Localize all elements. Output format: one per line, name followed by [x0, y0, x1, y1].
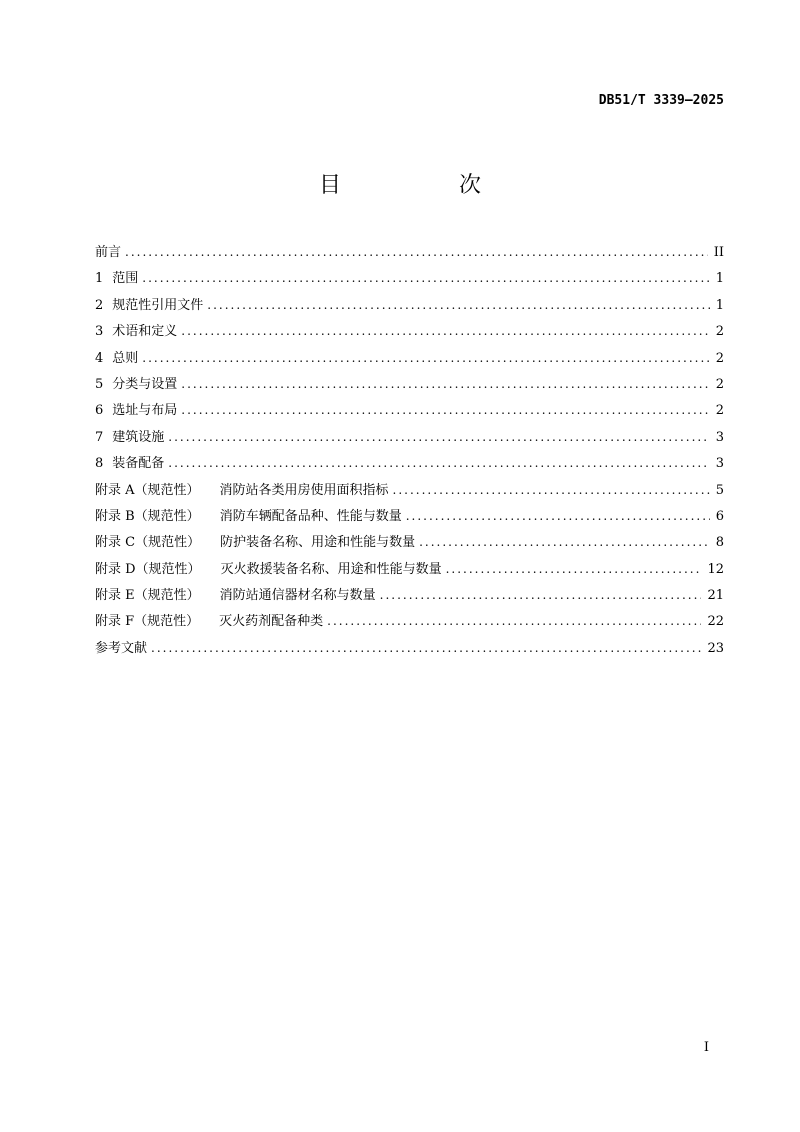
toc-entry-scope[interactable]: [95, 265, 724, 291]
toc-entry-classification[interactable]: [95, 371, 724, 397]
toc-entry-page: 23: [707, 640, 724, 656]
toc-entry-page: 2: [715, 324, 724, 340]
toc-entry-bibliography[interactable]: [95, 635, 724, 661]
toc-entry-subtitle: 消防站各类用房使用面积指标: [219, 482, 389, 498]
toc-title: 目 次: [318, 173, 529, 198]
toc-entry-page: 3: [715, 456, 724, 472]
toc-entry-label: 附录 A（规范性）: [95, 482, 200, 498]
dot-leader: [419, 529, 710, 555]
table-of-contents: [95, 239, 724, 661]
dot-leader: [380, 582, 702, 608]
dot-leader: [406, 503, 710, 529]
toc-entry-general[interactable]: [95, 345, 724, 371]
toc-entry-page: 6: [715, 508, 724, 524]
toc-entry-page: 21: [707, 588, 724, 604]
document-code: DB51/T 3339—2025: [598, 93, 724, 108]
toc-entry-appendix-a[interactable]: [95, 477, 724, 503]
toc-entry-page: 2: [715, 403, 724, 419]
toc-entry-label: 附录 C（规范性）: [95, 535, 201, 551]
toc-entry-appendix-c[interactable]: [95, 529, 724, 555]
toc-entry-label: 附录 F（规范性）: [95, 614, 200, 630]
toc-entry-page: 2: [715, 376, 724, 392]
dot-leader: [181, 397, 709, 423]
toc-entry-label: 附录 B（规范性）: [95, 508, 200, 524]
toc-entry-number: 8: [95, 456, 104, 472]
toc-entry-number: 1: [95, 271, 104, 287]
toc-entry-subtitle: 防护装备名称、用途和性能与数量: [220, 535, 416, 551]
toc-entry-number: 6: [95, 403, 104, 419]
toc-entry-page: II: [713, 245, 724, 260]
toc-entry-subtitle: 消防车辆配备品种、性能与数量: [219, 508, 402, 524]
page-number: I: [703, 1040, 709, 1055]
dot-leader: [142, 265, 709, 291]
toc-entry-subtitle: 消防站通信器材名称与数量: [219, 588, 376, 604]
toc-entry-number: 3: [95, 324, 104, 340]
toc-entry-page: 1: [715, 297, 724, 313]
toc-entry-equipment[interactable]: [95, 450, 724, 476]
toc-entry-number: 7: [95, 429, 104, 445]
toc-entry-page: 12: [707, 561, 724, 577]
toc-entry-page: 8: [715, 535, 724, 551]
dot-leader: [125, 239, 708, 265]
toc-entry-page: 5: [715, 482, 724, 498]
toc-entry-number: 4: [95, 350, 104, 366]
toc-entry-appendix-b[interactable]: [95, 503, 724, 529]
dot-leader: [168, 424, 709, 450]
toc-entry-page: 3: [715, 429, 724, 445]
toc-entry-label: 选址与布局: [112, 403, 178, 419]
toc-entry-label: 术语和定义: [112, 324, 178, 340]
toc-entry-label: 范围: [112, 271, 139, 287]
toc-entry-foreword[interactable]: [95, 239, 724, 265]
toc-entry-label: 附录 D（规范性）: [95, 561, 201, 577]
toc-entry-label: 建筑设施: [112, 429, 165, 445]
toc-entry-label: 装备配备: [112, 456, 165, 472]
toc-entry-label: 参考文献: [95, 640, 148, 656]
toc-entry-label: 总则: [112, 350, 139, 366]
toc-entry-site-layout[interactable]: [95, 397, 724, 423]
toc-entry-subtitle: 灭火救援装备名称、用途和性能与数量: [220, 561, 442, 577]
toc-entry-label: 规范性引用文件: [112, 297, 204, 313]
toc-entry-normative-references[interactable]: [95, 292, 724, 318]
toc-entry-appendix-f[interactable]: [95, 608, 724, 634]
dot-leader: [151, 635, 701, 661]
dot-leader: [207, 292, 709, 318]
dot-leader: [142, 345, 709, 371]
toc-entry-label: 附录 E（规范性）: [95, 588, 200, 604]
dot-leader: [181, 371, 709, 397]
toc-entry-page: 1: [715, 271, 724, 287]
toc-entry-appendix-e[interactable]: [95, 582, 724, 608]
dot-leader: [181, 318, 709, 344]
toc-entry-label: 分类与设置: [112, 376, 178, 392]
toc-entry-page: 22: [707, 614, 724, 630]
dot-leader: [446, 556, 702, 582]
toc-entry-subtitle: 灭火药剂配备种类: [219, 614, 324, 630]
toc-entry-page: 2: [715, 350, 724, 366]
dot-leader: [393, 477, 710, 503]
toc-entry-number: 2: [95, 297, 104, 313]
dot-leader: [168, 450, 709, 476]
toc-entry-terms-definitions[interactable]: [95, 318, 724, 344]
toc-entry-building-facilities[interactable]: [95, 424, 724, 450]
toc-entry-label: 前言: [95, 245, 122, 260]
dot-leader: [327, 608, 701, 634]
toc-entry-number: 5: [95, 376, 104, 392]
toc-entry-appendix-d[interactable]: [95, 556, 724, 582]
